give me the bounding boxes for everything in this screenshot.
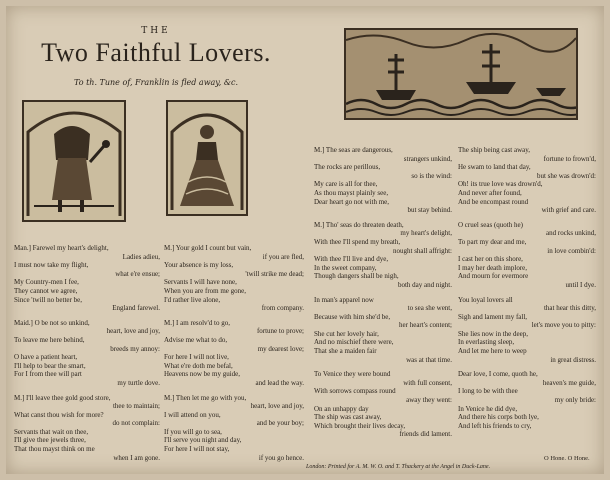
- verse-line: And mourn for evermore: [458, 272, 529, 281]
- verse-line: heaven's me guide,: [542, 378, 596, 387]
- verse-line: For here I will not live,: [164, 353, 229, 362]
- verse-line: that hear this ditty,: [543, 304, 596, 313]
- verse-line: what e're ensue;: [115, 269, 160, 278]
- verse-line: In Venice he did dye,: [458, 404, 518, 413]
- verse-line: On an unhappy day: [314, 404, 369, 413]
- verse-line: And be encompast round: [458, 197, 529, 206]
- verse-line: in great distress.: [550, 355, 596, 364]
- ships-at-sea-icon: [346, 30, 576, 118]
- verse-line: She cut her lovely hair,: [314, 329, 379, 338]
- verse-line: 'twill strike me dead;: [245, 269, 304, 278]
- verse-line: heart, love and joy,: [250, 402, 304, 411]
- verse-line: Advise me what to do,: [164, 335, 228, 344]
- verse-line: And let me here to weep: [458, 347, 527, 356]
- woodcut-woman-image: [166, 100, 248, 216]
- verse-line: M.] I am resolv'd to go,: [164, 318, 231, 327]
- verse-line: And never after found,: [458, 188, 522, 197]
- verse-line: my heart's delight,: [400, 229, 452, 238]
- verse-line: Your absence is my loss,: [164, 261, 234, 270]
- verse-line: My Country-men I fee,: [14, 278, 79, 287]
- verse-column-2: [164, 244, 306, 462]
- woman-figure-icon: [168, 102, 246, 214]
- verse-line: Dear love, I come, quoth he,: [458, 370, 538, 379]
- verse-line: friends did lament.: [399, 430, 452, 439]
- verse-column-1: [14, 244, 162, 462]
- verse-line: And left his friends to cry,: [458, 421, 532, 430]
- verse-line: The ship was cast away,: [314, 413, 382, 422]
- verse-line: M.] Then let me go with you,: [164, 393, 247, 402]
- verse-line: and lead the way.: [255, 378, 304, 387]
- verse-line: do not complain:: [112, 419, 160, 428]
- verse-line: Servants that wait on thee,: [14, 427, 89, 436]
- verse-line: Servants I will have none,: [164, 278, 237, 287]
- verse-line: She lies now in the deep,: [458, 329, 528, 338]
- tune-line: To th. Tune of, Franklin is fled away, &c.: [74, 78, 238, 87]
- verse-line: Since 'twill no better be,: [14, 295, 82, 304]
- verse-line: When you are from me gone,: [164, 286, 247, 295]
- verse-line: To leave me here behind,: [14, 335, 85, 344]
- verse-line: M.] The seas are dangerous,: [314, 146, 393, 154]
- verse-line: when I am gone.: [113, 453, 160, 462]
- verse-line: so is the wind:: [411, 171, 452, 180]
- verse-line: Ladies adieu,: [122, 252, 160, 261]
- verse-line: With thee I'll live and dye,: [314, 255, 389, 264]
- verse-line: and rocks unkind,: [546, 229, 596, 238]
- verse-line: For here I will not stay,: [164, 445, 230, 454]
- verse-line: Because with him she'd be,: [314, 312, 391, 321]
- finis-line: O Hone. O Hone.: [544, 455, 590, 462]
- verse-line: What canst thou wish for more?: [14, 410, 104, 419]
- verse-line: Sigh and lament my fall,: [458, 312, 528, 321]
- verse-line: I may her death implore,: [458, 263, 528, 272]
- verse-line: was at that time.: [406, 355, 452, 364]
- verse-line: Though dangers shall be nigh,: [314, 272, 399, 281]
- verse-line: That she a maiden fair: [314, 347, 377, 356]
- broadside-sheet: [6, 6, 604, 474]
- verse-line: heart, love and joy,: [106, 327, 160, 336]
- woodcut-ships-image: [344, 28, 578, 120]
- verse-line: I'll give thee jewels three,: [14, 436, 86, 445]
- verse-line: thee to maintain;: [112, 402, 160, 411]
- verse-line: To Venice they were bound: [314, 370, 391, 379]
- verse-line: My care is all for thee,: [314, 180, 378, 189]
- verse-line: fortune to frown'd,: [543, 154, 596, 163]
- verse-line: but stay behind.: [407, 206, 452, 215]
- verse-line: The ship being cast away,: [458, 146, 531, 154]
- verse-line: if you are fled,: [262, 252, 304, 261]
- verse-line: In man's apparel now: [314, 295, 374, 304]
- woodcut-man-image: [22, 100, 126, 222]
- verse-line: For I from thee will part: [14, 370, 82, 379]
- verse-line: to sea she went,: [407, 304, 452, 313]
- verse-line: I long to be with thee: [458, 387, 518, 396]
- verse-line: my turtle dove.: [117, 378, 160, 387]
- verse-line: They cannot we agree,: [14, 286, 78, 295]
- page-title: Two Faithful Lovers.: [41, 38, 271, 67]
- verse-line: with grief and care.: [541, 206, 596, 215]
- verse-line: but she was drown'd:: [536, 171, 596, 180]
- verse-line: nought shall affright:: [393, 246, 452, 255]
- man-figure-icon: [24, 102, 124, 220]
- verse-column-3: [314, 146, 454, 439]
- verse-line: Oh! its true love was drown'd,: [458, 180, 543, 189]
- verse-line: Man.] Farewel my heart's delight,: [14, 244, 109, 252]
- verse-line: To part my dear and me,: [458, 237, 527, 246]
- verse-line: I'll serve you night and day,: [164, 436, 242, 445]
- verse-line: both day and night.: [397, 280, 452, 289]
- verse-line: if you go hence.: [258, 453, 304, 462]
- verse-line: until I dye.: [565, 280, 596, 289]
- verse-line: breeds my annoy:: [110, 344, 160, 353]
- verse-line: my dearest love;: [257, 344, 304, 353]
- verse-line: away they went:: [406, 396, 452, 405]
- verse-line: Heavens now be my guide,: [164, 370, 241, 379]
- verse-line: Which brought their lives decay,: [314, 421, 406, 430]
- verse-column-4: [458, 146, 598, 436]
- verse-line: let's move you to pitty:: [531, 321, 596, 330]
- verse-line: Maid.] O be not so unkind,: [14, 318, 90, 327]
- verse-line: I'd rather live alone,: [164, 295, 221, 304]
- verse-line: In everlasting sleep,: [458, 338, 515, 347]
- verse-line: O have a patient heart,: [14, 353, 78, 362]
- verse-line: I'll help to bear the smart,: [14, 361, 86, 370]
- verse-line: I cast her on this shore,: [458, 255, 523, 264]
- verse-line: With sorrows compass round: [314, 387, 396, 396]
- verse-line: Dear heart go not with me,: [314, 197, 390, 206]
- verse-line: O cruel seas (quoth he): [458, 220, 523, 229]
- verse-line: You loyal lovers all: [458, 295, 513, 304]
- verse-line: with full consent,: [403, 378, 452, 387]
- verse-line: If you will go to sea,: [164, 427, 222, 436]
- verse-line: M.] Your gold I count but vain,: [164, 244, 252, 252]
- verse-line: I will attend on you,: [164, 410, 221, 419]
- verse-line: strangers unkind,: [403, 154, 452, 163]
- verse-line: And no mischief there were,: [314, 338, 394, 347]
- stanza-gap: [458, 430, 598, 436]
- verse-line: her heart's content;: [399, 321, 452, 330]
- verse-line: M.] Tho' seas do threaten death,: [314, 220, 404, 229]
- verse-line: in love combin'd:: [547, 246, 596, 255]
- verse-line: As thou mayst plainly see,: [314, 188, 389, 197]
- verse-line: What e're doth me befal,: [164, 361, 233, 370]
- verse-line: In the sweet company,: [314, 263, 377, 272]
- verse-line: England farewel.: [112, 304, 160, 313]
- verse-line: my only bride:: [554, 396, 596, 405]
- imprint-line: London: Printed for A. M. W. O. and T. Thackery at the Angel in Duck-Lane.: [306, 464, 491, 470]
- verse-line: And there his corps both lye,: [458, 413, 539, 422]
- verse-line: M.] I'll leave thee gold good store,: [14, 393, 111, 402]
- verse-line: and be your boy;: [256, 419, 304, 428]
- verse-line: That thou mayst think on me: [14, 445, 95, 454]
- verse-line: from company.: [261, 304, 304, 313]
- verse-line: The rocks are perillous,: [314, 163, 381, 172]
- verse-line: fortune to prove;: [256, 327, 304, 336]
- verse-line: He swam to land that day,: [458, 163, 531, 172]
- title-prefix: THE: [141, 26, 171, 36]
- verse-line: I must now take my flight,: [14, 261, 89, 270]
- verse-line: With thee I'll spend my breath,: [314, 237, 401, 246]
